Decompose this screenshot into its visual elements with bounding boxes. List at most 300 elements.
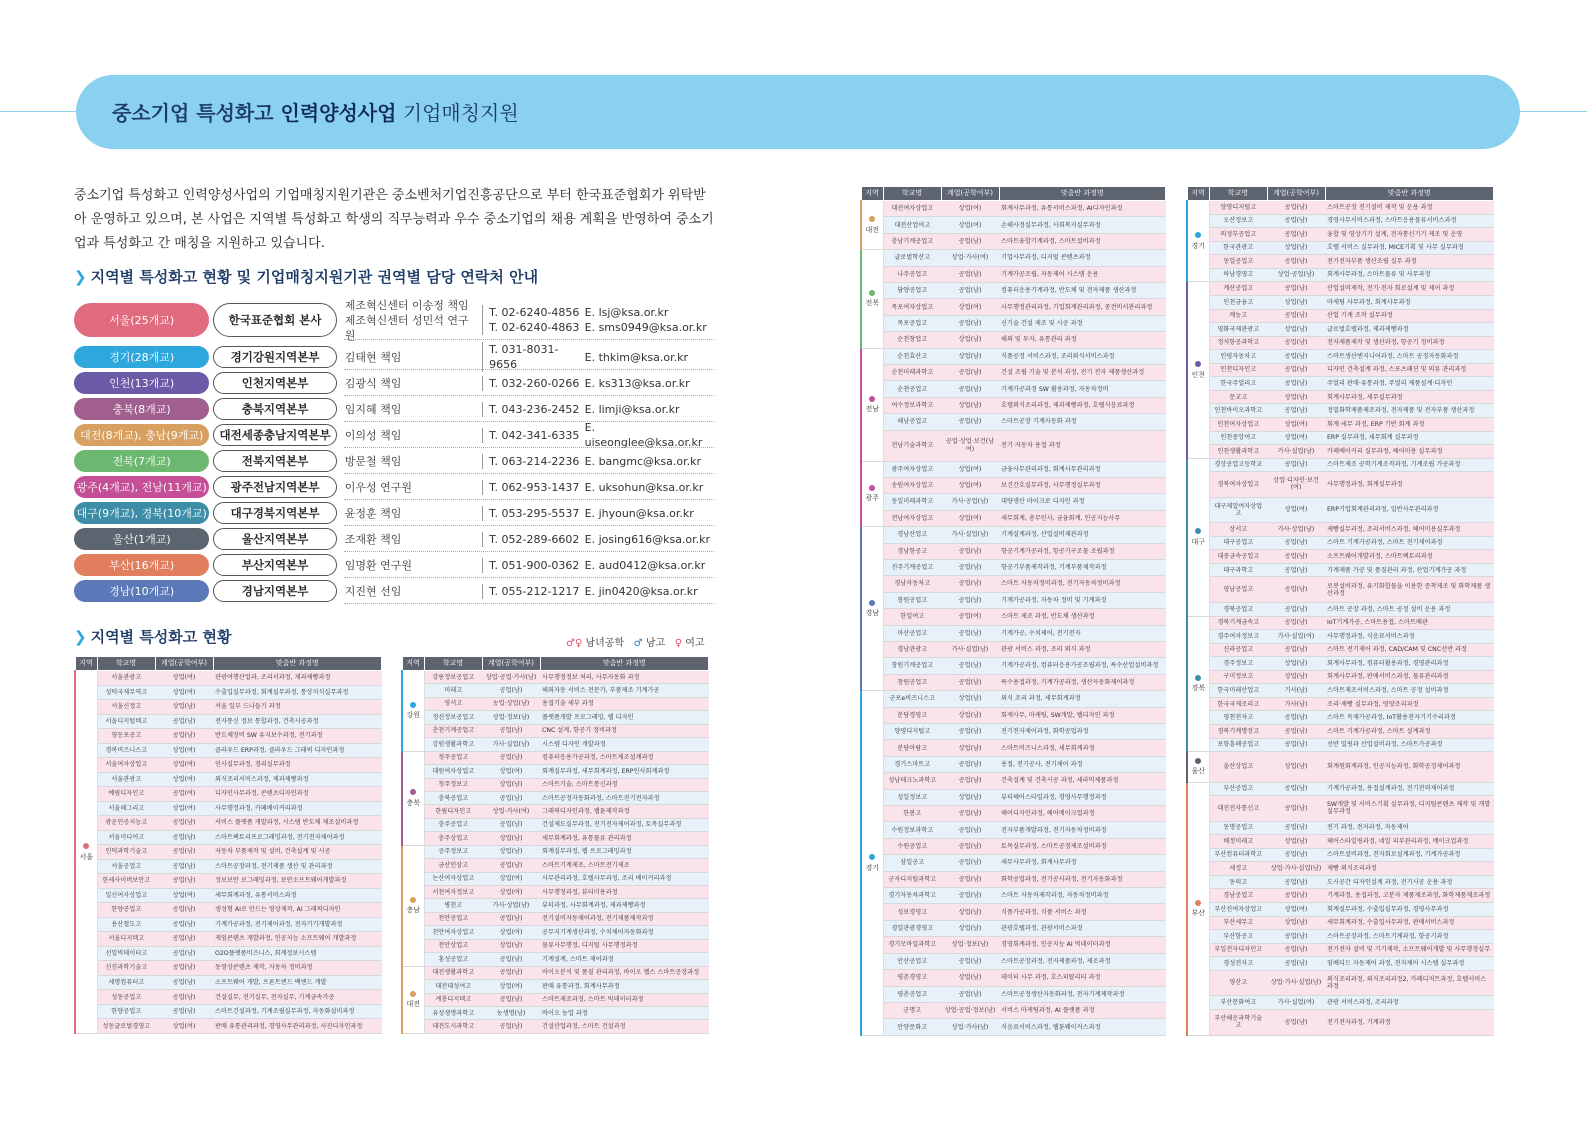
region-label: 충남 <box>406 906 421 915</box>
table-row <box>861 332 1166 348</box>
course-name: 사무관리과정, 호텔사무과정, 조리 베이커리과정 <box>540 872 709 885</box>
table-row <box>1187 643 1494 657</box>
table-row <box>75 917 382 932</box>
table-row <box>1187 862 1494 876</box>
email-line: E. sms0949@ksa.or.kr <box>584 321 707 334</box>
table-row <box>861 365 1166 381</box>
region-cell <box>1187 616 1209 752</box>
course-name: 건축설계 및 건축시공 과정, 세라믹제품과정 <box>999 773 1166 789</box>
table-row <box>861 806 1166 822</box>
school-type: 공업(남) <box>1267 943 1325 957</box>
table-row <box>1187 684 1494 698</box>
region-label: 강원 <box>406 711 421 720</box>
table-row <box>861 838 1166 854</box>
school-name: 부산문화여고 <box>1209 996 1267 1010</box>
school-name: 계농고 <box>1209 309 1267 323</box>
course-name: 헤어스타일링과정, 네일 피부관리과정, 메이크업과정 <box>1325 835 1494 849</box>
course-name: 관광호텔과정, 관광서비스과정 <box>999 920 1166 936</box>
course-name: 외식조리과정, 외식조리과정2, 카페디저트과정, 호텔서비스과정 <box>1325 970 1494 995</box>
school-type: 공업(남) <box>941 625 999 641</box>
table-row <box>1187 363 1494 377</box>
page-title: 중소기업 특성화고 인력양성사업 기업매칭지원 <box>112 101 519 125</box>
course-name: CNC 설계, 항공기 정비과정 <box>540 724 709 737</box>
course-name: 기계가공조립, 자동제어 시스템 운용 <box>999 266 1166 282</box>
course-name: 회계사무과정, 판매서비스과정, 물류관리과정 <box>1325 670 1494 684</box>
phone-line: T. 02-6240-4856 <box>489 306 580 319</box>
contact-email <box>585 584 714 599</box>
school-type: 상업(남) <box>1267 657 1325 671</box>
title-banner <box>76 75 1520 149</box>
course-name: 소프트웨어개발과정, 스마트팩토리과정 <box>1325 550 1494 564</box>
school-name: 신라공업고 <box>1209 643 1267 657</box>
region-cell <box>1187 782 1209 1035</box>
table-row <box>402 953 709 966</box>
school-type: 기사(남) <box>1267 684 1325 698</box>
school-type: 공업(남) <box>1267 875 1325 889</box>
contact-person <box>345 480 478 495</box>
table-row <box>1187 418 1494 432</box>
school-name: 마산공업고 <box>883 625 941 641</box>
school-type: 공업(남) <box>155 946 213 961</box>
school-name: 세명컴퓨터고 <box>97 975 155 990</box>
course-name: 조리·제빵 실무과정, 영양조리과정 <box>1325 697 1494 711</box>
table-row <box>861 576 1166 592</box>
region-label: 전남 <box>865 405 880 414</box>
contact-phone <box>482 532 585 547</box>
contact-row <box>74 526 714 552</box>
course-name: 반도체장비 SW 유지보수과정, 전기과정 <box>213 729 382 744</box>
school-type: 상업(남) <box>482 939 540 952</box>
course-name: ERP 실무과정, 세무회계 실무과정 <box>1325 431 1494 445</box>
course-name: 스마트융합기계과정, 스마트설비과정 <box>999 233 1166 249</box>
table-row <box>861 233 1166 249</box>
school-name: 대전산업여고 <box>883 217 941 233</box>
col-region: 지역 <box>402 657 424 671</box>
school-type: 공업(남) <box>941 365 999 381</box>
table-row <box>1187 630 1494 644</box>
course-name: 카페베이커리 실무과정, 헤어미용 실무과정 <box>1325 445 1494 459</box>
table-row <box>1187 563 1494 577</box>
school-name: 부일전자디자인고 <box>1209 943 1267 957</box>
school-name: 부산컴퓨터과학고 <box>1209 848 1267 862</box>
col-school: 학교명 <box>424 657 482 671</box>
table-row <box>402 697 709 710</box>
region-pill: 경남(10개교) <box>74 580 209 602</box>
school-type: 공업(남) <box>155 729 213 744</box>
course-name: 스마트제조 공학기계조작과정, 기계조립 가공과정 <box>1325 458 1494 472</box>
school-name: 분당경영고 <box>883 707 941 723</box>
contact-email <box>585 480 714 495</box>
school-name: 동일공업고 <box>1209 255 1267 269</box>
region-cell <box>861 348 883 461</box>
school-name: 수원정보과학고 <box>883 822 941 838</box>
school-type: 상업(여) <box>1267 431 1325 445</box>
school-type: 상업(여) <box>941 217 999 233</box>
school-type: 공업·상업·보건(남여) <box>941 430 999 461</box>
school-name: 충북공업고 <box>424 791 482 804</box>
course-name: 전자제품제작 및 생산과정, 항공기 정비과정 <box>1325 336 1494 350</box>
school-type: 상업(남) <box>482 845 540 858</box>
table-row <box>402 872 709 885</box>
person-line: 제조혁신센터 성민석 연구원 <box>344 313 469 342</box>
region-label: 경기 <box>1191 241 1206 250</box>
table-row <box>861 527 1166 543</box>
table-row <box>402 765 709 778</box>
table-row <box>861 217 1166 233</box>
school-type: 공업(남) <box>482 791 540 804</box>
school-name: 성동공업고 <box>97 990 155 1005</box>
school-type: 상업·정보(남) <box>482 711 540 724</box>
school-name: 경기모바일과학고 <box>883 937 941 953</box>
table-row <box>1187 875 1494 889</box>
region-cell <box>402 845 424 966</box>
table-row <box>402 724 709 737</box>
table-row <box>75 961 382 976</box>
course-name: 컴퓨터응용기계과정, 반도체 및 전자제품 생산과정 <box>999 283 1166 299</box>
school-name: 용산철도고 <box>97 917 155 932</box>
school-name: 서울관광고 <box>97 671 155 686</box>
course-name: 사무행정정보 처리, 사무자동화 과정 <box>540 671 709 684</box>
school-type: 공업(남) <box>1267 214 1325 228</box>
school-type: 공업(남) <box>941 381 999 397</box>
table-row <box>861 707 1166 723</box>
course-name: 보건간호실무과정, 사무행정실무과정 <box>999 477 1166 493</box>
region-pill: 경기(28개교) <box>74 346 209 368</box>
school-type: 가사·실업(여) <box>1267 630 1325 644</box>
course-name: 회계실무과정, 수출입실무과정, 경영사무과정 <box>1325 903 1494 917</box>
table-row <box>75 888 382 903</box>
table-row <box>402 832 709 845</box>
person-line: 김광식 책임 <box>344 376 402 390</box>
table-row <box>861 201 1166 217</box>
school-type: 농업·상업(남) <box>482 697 540 710</box>
school-name: 서울신정고 <box>97 700 155 715</box>
school-name: 군포e비즈니스고 <box>883 691 941 707</box>
contact-row <box>74 300 714 340</box>
person-line: 윤정훈 책임 <box>344 506 402 520</box>
course-name: 물류사무행정, 디지털 사무행정과정 <box>540 939 709 952</box>
school-name: 송원여자상업고 <box>883 477 941 493</box>
school-type: 공업(남) <box>482 751 540 764</box>
school-table-1 <box>74 656 382 1034</box>
table-row <box>75 859 382 874</box>
col-school: 학교명 <box>883 187 941 201</box>
school-type: 상업(남) <box>1267 390 1325 404</box>
course-name: 게임콘텐츠 개발과정, 인공지능 소프트웨어 개발과정 <box>213 932 382 947</box>
phone-line: T. 063-214-2236 <box>489 454 580 468</box>
school-name: 평촌공업고 <box>883 986 941 1002</box>
course-name: 건설실무, 전기실무, 전자실무, 기계금속가공 <box>213 990 382 1005</box>
course-name: 회계실무과정, 웹 프로그래밍과정 <box>540 845 709 858</box>
school-name: 미래고 <box>424 684 482 697</box>
col-school: 학교명 <box>1209 187 1267 201</box>
table-row <box>861 315 1166 331</box>
school-name: 성남테크노과학고 <box>883 773 941 789</box>
course-name: 식음료서비스과정, 웹툰웨이커스과정 <box>999 1019 1166 1036</box>
table-row <box>402 738 709 751</box>
table-row <box>861 1019 1166 1036</box>
region-label: 부산 <box>1191 909 1206 918</box>
course-name: 항공기계가공과정, 항공기구조물 조립과정 <box>999 543 1166 559</box>
table-row <box>402 671 709 684</box>
course-name: 뷰티과정, 사무회계과정, 제과제빵과정 <box>540 899 709 912</box>
school-type: 상업(남) <box>1267 916 1325 930</box>
school-type: 공업(남) <box>1267 282 1325 296</box>
school-name: 순천공업고 <box>883 381 941 397</box>
table-row <box>861 658 1166 674</box>
school-name: 평촌경영고 <box>883 970 941 986</box>
email-line: E. aud0412@ksa.or.kr <box>584 558 706 572</box>
table-row <box>861 740 1166 756</box>
region-label: 전북 <box>865 299 880 308</box>
table-row <box>861 904 1166 920</box>
table-row <box>1187 616 1494 630</box>
table-row <box>402 791 709 804</box>
school-type: 공업(남) <box>941 855 999 871</box>
course-name: 스마트공장 기계자동화 과정 <box>999 414 1166 430</box>
school-name: 경북공업고 <box>1209 602 1267 616</box>
table-row <box>402 751 709 764</box>
course-name: 소프트웨어 개발, 프론트엔드 백엔드 개발 <box>213 975 382 990</box>
table-row <box>861 461 1166 477</box>
table-row <box>402 966 709 979</box>
table-row <box>861 937 1166 953</box>
table-row <box>1187 228 1494 242</box>
course-name: 헤어디자인과정, 헤어메이크업과정 <box>999 806 1166 822</box>
school-name: 대중금속공업고 <box>1209 550 1267 564</box>
school-type: 공업(남) <box>941 543 999 559</box>
contact-phone <box>482 454 585 469</box>
region-cell <box>861 201 883 250</box>
table-row <box>1187 602 1494 616</box>
office-name: 인천지역본부 <box>213 372 336 394</box>
table-row <box>861 559 1166 575</box>
school-name: 충주공업고 <box>424 818 482 831</box>
school-name: 정선정보공업고 <box>424 711 482 724</box>
school-name: 대구공업고 <box>1209 536 1267 550</box>
table-row <box>1187 957 1494 971</box>
table-row <box>1187 336 1494 350</box>
school-name: 글로벌학산고 <box>883 250 941 266</box>
email-line: E. uiseonglee@ksa.or.kr <box>584 421 703 449</box>
table-row <box>402 926 709 939</box>
contact-email <box>585 376 714 391</box>
school-type: 상업·가사·실업(남) <box>1267 862 1325 876</box>
course-name: 세무회계과정, 수출입사무과정, 판매서비스과정 <box>1325 916 1494 930</box>
school-name: 예림디자인고 <box>97 787 155 802</box>
table-row <box>1187 782 1494 796</box>
table-row <box>861 543 1166 559</box>
table-row <box>402 912 709 925</box>
schools-heading: ❯ 지역별 특성화고 현황 <box>74 628 232 646</box>
school-type: 상업(남) <box>1267 835 1325 849</box>
table-row <box>1187 670 1494 684</box>
table-row <box>1187 201 1494 215</box>
col-type: 계열(공학여부) <box>1267 187 1325 201</box>
school-type: 상업(남) <box>482 778 540 791</box>
table-row <box>75 946 382 961</box>
table-row <box>1187 497 1494 522</box>
course-name: 기계과정, 용접과정, 고분자 제품제조과정, 화학제품제조과정 <box>1325 889 1494 903</box>
school-type: 공업(남) <box>155 917 213 932</box>
region-label: 충북 <box>406 798 421 807</box>
table-row <box>861 789 1166 805</box>
table-row <box>75 671 382 686</box>
col-region: 지역 <box>75 657 97 671</box>
course-name: 회계사무과정, 컴퓨터활용과정, 경영관리과정 <box>1325 657 1494 671</box>
course-name: 전기 과정, 전자과정, 자동제어 <box>1325 821 1494 835</box>
region-pill: 서울(25개교) <box>74 303 209 337</box>
school-name: 대구과학고 <box>1209 563 1267 577</box>
phone-line: T. 051-900-0362 <box>489 558 580 572</box>
course-name: 수출입실무과정, 회계실무과정, 통상지식실무과정 <box>213 685 382 700</box>
school-name: 하남경영고 <box>1209 268 1267 282</box>
school-type: 공업(남) <box>1267 821 1325 835</box>
course-name: 도시공간 디자인설계 과정, 전기시공 운용 과정 <box>1325 875 1494 889</box>
region-label: 대전 <box>406 1000 421 1009</box>
contact-person <box>345 402 478 417</box>
course-name: 스마트공장 전기설비 제작 및 운용 과정 <box>1325 201 1494 215</box>
contact-email <box>585 350 714 365</box>
region-pill: 충북(8개교) <box>74 398 209 420</box>
table-row <box>1187 996 1494 1010</box>
school-name: 경남항공고 <box>883 543 941 559</box>
table-row <box>75 772 382 787</box>
school-type: 상업(여) <box>482 926 540 939</box>
region-label: 경남 <box>865 609 880 618</box>
school-type: 공업(남) <box>1267 957 1325 971</box>
person-line: 임지혜 책임 <box>344 402 402 416</box>
school-type: 공업(남) <box>1267 848 1325 862</box>
chevron-right-icon: ❯ <box>74 628 87 646</box>
school-type: 상업(남) <box>155 700 213 715</box>
school-name: 인천바이오과학고 <box>1209 404 1267 418</box>
contact-row <box>74 422 714 448</box>
course-name: ERP기업회계관리과정, 일반사무관리과정 <box>1325 497 1494 522</box>
table-row <box>75 743 382 758</box>
school-type: 상업(여) <box>155 772 213 787</box>
school-name: 충주상업고 <box>424 832 482 845</box>
region-cell <box>861 250 883 348</box>
course-name: 회계원회계과정, 인공지능과정, 화학공정제어과정 <box>1325 752 1494 782</box>
school-type: 상업(남) <box>1267 670 1325 684</box>
school-name: 서울관광고 <box>97 772 155 787</box>
table-row <box>402 859 709 872</box>
course-name: 스마트제조과정, 스마트 빅데이터과정 <box>540 993 709 1006</box>
course-name: 정보보안 로그래밍과정, 보안소프트웨어개발과정 <box>213 874 382 889</box>
school-name: 영천전자고 <box>1209 711 1267 725</box>
school-type: 공업(남) <box>941 986 999 1002</box>
course-name: IoT기계가공, 스마트용접, 스마트배관 <box>1325 616 1494 630</box>
table-row <box>402 684 709 697</box>
school-name: 진주기계공업고 <box>883 559 941 575</box>
contact-email <box>585 420 714 450</box>
table-header <box>402 657 709 671</box>
intro-text: 중소기업 특성화고 인력양성사업의 기업매칭지원기관은 중소벤처기업진흥공단으로 부터 한국표준협회가 위탁받아 운영하고 있으며, 본 사업은 지역별 특성화고 학생의 직무능력과 우수 중소기업의 채용 계획을 반영하여 중소기업과 특성화고 간 매칭을 지원하고 있습니다. <box>74 188 714 251</box>
table-row <box>75 830 382 845</box>
contact-phone <box>482 376 585 391</box>
school-name: 영화국제관광고 <box>1209 323 1267 337</box>
school-type: 상업(여) <box>1267 497 1325 522</box>
contact-row <box>74 500 714 526</box>
course-name: 디자인 건축설계 과정, 스포츠패션 및 의류 관리과정 <box>1325 363 1494 377</box>
col-course: 맞춤반 과정명 <box>1325 187 1494 201</box>
course-name: 제빵 외식조리과정 <box>1325 862 1494 876</box>
contact-row <box>74 370 714 396</box>
course-name: 외식 조리 과정, 세무회계과정 <box>999 691 1166 707</box>
course-name: 바이오 농업 과정 <box>540 1006 709 1019</box>
contact-phone <box>482 558 585 573</box>
school-type: 상업(남) <box>941 348 999 364</box>
course-name: 사무행정과정, 뷰티미용과정 <box>540 886 709 899</box>
course-name: 스마트공장과정, 전자제품과정, 제조과정 <box>999 953 1166 969</box>
contact-phone <box>482 305 585 335</box>
school-name: 병천고 <box>424 899 482 912</box>
course-name: 로봇설비과정, 유기화합물을 이용한 증착제조 및 화학제품 생산과정 <box>1325 577 1494 602</box>
person-line: 제조혁신센터 이송정 책임 <box>344 298 469 312</box>
contact-person <box>345 298 478 343</box>
email-line: E. lsj@ksa.or.kr <box>584 306 669 319</box>
contact-person <box>345 584 478 599</box>
course-name: 판매 유통과정, 회계사무과정 <box>540 980 709 993</box>
table-row <box>1187 377 1494 391</box>
school-name: 정석항공과학고 <box>1209 336 1267 350</box>
school-type: 공업(남) <box>155 932 213 947</box>
course-name: 신기술 건설 제조 및 시공 과정 <box>999 315 1166 331</box>
contact-phone <box>482 506 585 521</box>
school-type: 상업(남) <box>1267 323 1325 337</box>
school-name: 영산고 <box>1209 970 1267 995</box>
table-row <box>1187 445 1494 459</box>
school-type: 상업(남) <box>1267 295 1325 309</box>
course-name: 서비스 마케팅과정, AI 플랫폼 과정 <box>999 1002 1166 1018</box>
course-name: 스마트비즈니스과정, 세무회계과정 <box>999 740 1166 756</box>
course-name: 회계사무과정, 스마트물류 및 사무과정 <box>1325 268 1494 282</box>
contact-person <box>345 558 478 573</box>
course-name: 스마트공정생산자동화과정, 전자기계제작과정 <box>999 986 1166 1002</box>
region-dot-icon <box>869 485 875 491</box>
col-type: 계열(공학여부) <box>155 657 213 671</box>
table-row <box>1187 458 1494 472</box>
school-name: 경남공업고 <box>1209 889 1267 903</box>
male-icon: ♂ <box>633 638 643 649</box>
school-type: 상업(여) <box>941 201 999 217</box>
region-dot-icon <box>1195 528 1201 534</box>
school-type: 상업(여) <box>155 685 213 700</box>
school-name: 울산상업고 <box>1209 752 1267 782</box>
school-type: 상업(남) <box>941 789 999 805</box>
course-name: 관광여행산업과, 조리서과정, 제과제빵과정 <box>213 671 382 686</box>
course-name: 사무행정관리과정, 기업회계관리과정, 중견비서관리과정 <box>999 299 1166 315</box>
school-name: 인천디자인고 <box>1209 363 1267 377</box>
col-course: 맞춤반 과정명 <box>999 187 1166 201</box>
course-name: 기계가공과정, 컴퓨터응용가공조립과정, 특수산업설비과정 <box>999 658 1166 674</box>
phone-line: T. 042-341-6335 <box>489 428 580 442</box>
school-name: 배정미래고 <box>1209 835 1267 849</box>
table-row <box>861 888 1166 904</box>
table-row <box>1187 725 1494 739</box>
contact-phone <box>482 480 585 495</box>
contact-person <box>345 428 478 443</box>
table-row <box>402 805 709 818</box>
table-row <box>1187 282 1494 296</box>
school-name: 청주공업고 <box>424 751 482 764</box>
region-label: 서울 <box>79 852 94 861</box>
table-row <box>402 993 709 1006</box>
school-type: 가사·상업(남) <box>1267 523 1325 537</box>
school-type: 가사·실업(남) <box>1267 445 1325 459</box>
phone-line: T. 02-6240-4863 <box>489 321 580 334</box>
